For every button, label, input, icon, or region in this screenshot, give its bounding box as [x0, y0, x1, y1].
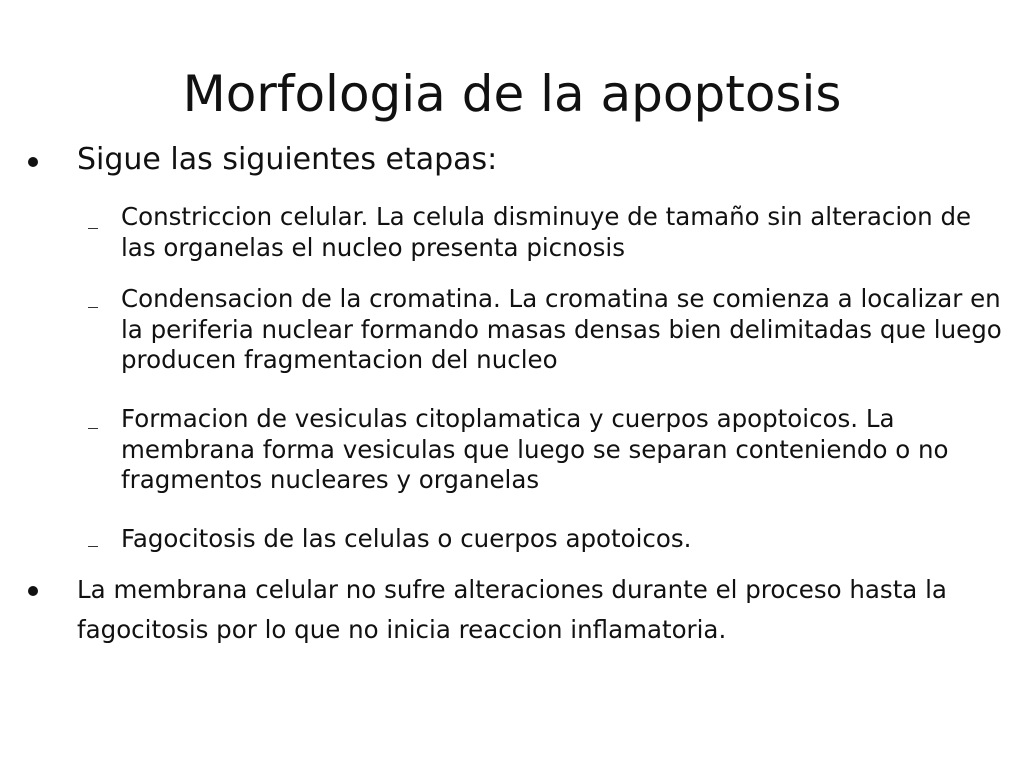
sub-item-text: Constriccion celular. La celula disminuye de tamaño sin alteracion de las organelas el nucleo presenta picnosis	[121, 202, 972, 262]
bullet-dot-icon	[28, 157, 38, 167]
dash-bullet-icon	[88, 546, 98, 547]
slide-title: Morfologia de la apoptosis	[182, 65, 842, 123]
sub-item-text: Fagocitosis de las celulas o cuerpos apotoicos.	[121, 524, 692, 553]
sub-item-text: Formacion de vesiculas citoplamatica y cuerpos apoptoicos. La membrana forma vesiculas que luego se separan conteniendo o no fragmentos nucleares y organelas	[121, 404, 949, 494]
dash-bullet-icon	[88, 228, 98, 229]
bullet-text: La membrana celular no sufre alteraciones durante el proceso hasta la fagocitosis por lo que no inicia reaccion inflamatoria.	[77, 575, 947, 644]
dash-bullet-icon	[88, 428, 98, 429]
sub-item-text: Condensacion de la cromatina. La cromatina se comienza a localizar en la periferia nuclear formando masas densas bien delimitadas que luego producen fragmentacion del nucleo	[121, 284, 1002, 374]
bullet-text: Sigue las siguientes etapas:	[77, 142, 498, 177]
bullet-dot-icon	[28, 586, 38, 596]
dash-bullet-icon	[88, 307, 98, 308]
